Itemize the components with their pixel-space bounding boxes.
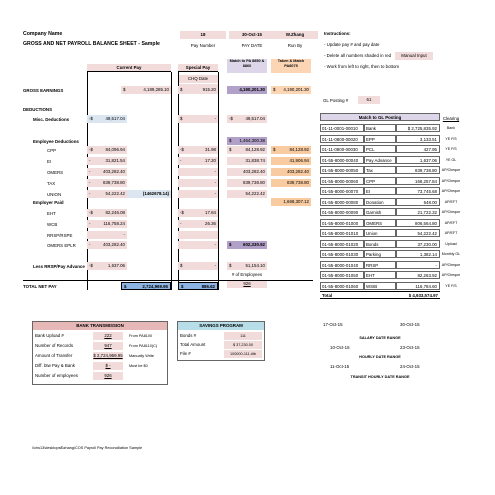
bank-row-label: Diff. btw Pay & Bank xyxy=(35,363,75,368)
employer-paid-special[interactable]: - 26.36 xyxy=(180,221,216,226)
gl-account: 01-55-8000-01030 xyxy=(320,250,364,258)
pay-number-value[interactable]: 18 xyxy=(180,31,226,39)
bank-row-value[interactable]: 926 xyxy=(93,372,123,380)
gl-account-name: PCL xyxy=(364,145,396,153)
gross-earnings-label: GROSS EARNINGS xyxy=(23,88,64,93)
sheet-title: GROSS AND NET PAYROLL BALANCE SHEET - Sample xyxy=(23,41,160,47)
gl-table xyxy=(320,113,460,303)
salary-to: 30-Oct-15 xyxy=(400,322,420,327)
gl-row xyxy=(320,239,462,249)
employer-paid-current[interactable]: -$ 82,246.08 xyxy=(89,210,125,215)
employer-paid-match: $ 602,330.92 xyxy=(229,242,265,247)
gl-account: 01-55-8000-00080 xyxy=(320,198,364,206)
run-by-label: Run By xyxy=(287,43,303,48)
savings-row-value[interactable]: $ 37,230.00 xyxy=(224,341,262,349)
bank-row-value[interactable]: 222 xyxy=(93,332,123,340)
hourly-from: 10-Oct-15 xyxy=(330,345,350,350)
hourly-range-label: HOURLY DATE RANGE xyxy=(359,355,401,359)
run-by-value[interactable]: W.Zhang xyxy=(272,31,318,39)
gl-account: 01-55-8000-01040 xyxy=(320,261,364,269)
gl-account-name: WSIB xyxy=(364,282,396,290)
gl-clearing: YE GL xyxy=(445,157,457,162)
bank-row-label: Number of employees xyxy=(35,373,78,378)
emp-ded-match: $ 84,128.92 xyxy=(229,147,265,152)
gl-clearing: YE F/S xyxy=(445,283,457,288)
footer-path: \\chs13\desktops$\zhang\COS Payroll Pay Reconciliation Sample xyxy=(32,446,143,450)
employer-paid-item-label: EHT xyxy=(47,211,56,216)
emp-ded-special[interactable]: - 17.20 xyxy=(180,158,216,163)
employer-paid-current[interactable]: - 116,758.24 xyxy=(89,221,125,226)
gl-amount: 839,738.80 xyxy=(396,166,440,174)
misc-current[interactable]: -$ 49,517.04 xyxy=(89,116,125,121)
emp-ded-label: TAX xyxy=(47,181,56,186)
gl-amount: - xyxy=(396,261,440,269)
bank-row-value[interactable]: $ 2,724,969.95 xyxy=(93,353,123,358)
gl-row xyxy=(320,218,462,228)
bank-row-note: From PA8110(C) xyxy=(129,344,158,348)
gl-account: 01-55-8000-00060 xyxy=(320,177,364,185)
manual-input-swatch: Manual Input xyxy=(395,52,433,60)
emp-ded-label: CPP xyxy=(47,148,57,153)
less-rrsp-current[interactable]: -$ 1,637.06 xyxy=(89,263,125,268)
gl-total-row: Total $ 4,933,574.97 xyxy=(322,293,438,298)
gl-row xyxy=(320,144,462,154)
gl-amount: 21,722.32 xyxy=(396,208,440,216)
gl-row xyxy=(320,260,462,270)
emp-ded-current[interactable]: - 31,821.54 xyxy=(89,158,125,163)
gl-account: 01-55-8000-01060 xyxy=(320,282,364,290)
less-rrsp-match: $ 51,154.10 xyxy=(229,263,265,268)
gl-account-name: EI xyxy=(364,187,396,195)
bank-transmission-box xyxy=(32,321,168,385)
hourly-to: 23-Oct-15 xyxy=(400,345,420,350)
gross-special[interactable]: $ 915.20 xyxy=(180,87,216,92)
gl-row xyxy=(320,186,462,196)
savings-row-label: Bonds # xyxy=(180,333,197,338)
gl-amount: 54,222.42 xyxy=(396,229,440,237)
col-sep-special-right xyxy=(218,72,219,290)
emp-ded-current[interactable]: - 403,282.40 xyxy=(89,169,125,174)
gl-row xyxy=(320,249,462,259)
gl-amount: 82,263.92 xyxy=(396,271,440,279)
gl-amount: 116,784.60 xyxy=(396,282,440,290)
pay-date-value[interactable]: 30-Oct-15 xyxy=(229,31,275,39)
gl-account-name: Pay Advance xyxy=(364,156,396,164)
emp-ded-match: $ 1,464,300.38 xyxy=(229,138,265,143)
savings-row-label: File # xyxy=(180,351,191,356)
gl-clearing: YE F/S xyxy=(445,136,457,141)
instructions-line2: - Delete all numbers shaded in red xyxy=(324,53,392,58)
emp-ded-taken: 839,738.80 xyxy=(271,179,311,187)
bank-row-label: Number of Records xyxy=(35,343,74,348)
employer-paid-taken: 1,668,307.12 xyxy=(271,198,311,206)
gl-clearing: AP/Cheque xyxy=(441,262,461,267)
less-rrsp-special[interactable]: $ - xyxy=(180,263,216,268)
savings-row-value[interactable]: 111 xyxy=(224,332,262,340)
employer-paid-special[interactable]: -$ 17.84 xyxy=(180,210,216,215)
gl-amount: $ 2,725,835.92 xyxy=(396,124,440,132)
transit-to: 24-Oct-15 xyxy=(400,364,420,369)
gl-row xyxy=(320,228,462,238)
gross-match: 4,190,201.30 xyxy=(227,86,267,94)
transit-from: 11-Oct-15 xyxy=(330,364,350,369)
transit-range-label: TRANSIT HOURLY DATE RANGE xyxy=(350,375,410,379)
gl-account-name: CPP xyxy=(364,177,396,185)
emp-ded-match: 839,738.80 xyxy=(227,179,267,187)
emp-ded-current[interactable]: -$ 84,096.94 xyxy=(89,147,125,152)
gl-amount: 168,257.84 xyxy=(396,177,440,185)
current-pay-header: Current Pay xyxy=(87,64,171,72)
gl-account-name: Bank xyxy=(364,124,396,132)
gl-account-name: Garnish xyxy=(364,208,396,216)
emp-ded-taken: 41,906.94 xyxy=(271,157,311,165)
total-rule xyxy=(23,280,313,281)
gl-account-name: Tax xyxy=(364,166,396,174)
salary-range-label: SALARY DATE RANGE xyxy=(359,336,401,340)
gl-clearing: Monthly GL xyxy=(441,252,461,256)
gl-account: 01-55-8000-01050 xyxy=(320,271,364,279)
gl-account: 01-11-0800-00020 xyxy=(320,135,364,143)
bank-row-label: Bank Upload # xyxy=(35,333,64,338)
deductions-label: DEDUCTIONS xyxy=(23,107,53,112)
chq-date-label: CHQ Date xyxy=(178,75,218,83)
gl-row xyxy=(320,134,462,144)
bank-row-note: Manually Write xyxy=(129,354,155,358)
num-employees-value[interactable]: 926 xyxy=(227,280,267,288)
salary-from: 17-Oct-15 xyxy=(323,322,343,327)
employee-deductions-label: Employee Deductions xyxy=(33,139,79,144)
gl-clearing: AP/EFT xyxy=(444,220,458,225)
gl-clearing: YE F/S xyxy=(445,147,457,151)
gl-account-name: Bonds xyxy=(364,240,396,248)
employer-paid-special[interactable] xyxy=(178,231,218,239)
less-rrsp-label: Less RRSP/Pay Advance xyxy=(33,264,85,269)
gl-clearing: AP/Cheque xyxy=(441,273,461,277)
emp-ded-extra: (1462678.14) xyxy=(127,190,171,198)
total-special: $ 886.62 xyxy=(178,282,218,290)
emp-ded-current[interactable]: - 54,222.42 xyxy=(89,191,125,196)
savings-box xyxy=(177,321,265,361)
gl-clearing-header: Clearing xyxy=(442,116,460,121)
total-current: $ 2,724,969.95 xyxy=(121,282,171,290)
gl-amount: 806,564.80 xyxy=(396,219,440,227)
gl-account-name: EPP xyxy=(364,135,396,143)
savings-row-value[interactable]: 100000-111.#tb xyxy=(224,350,262,358)
gl-row xyxy=(320,197,462,207)
gl-account-name: Parking xyxy=(364,250,396,258)
emp-ded-special[interactable]: - xyxy=(178,179,218,187)
gl-row xyxy=(320,207,462,217)
emp-ded-special[interactable]: -$ 31.98 xyxy=(180,147,216,152)
gl-account-name: EHT xyxy=(364,271,396,279)
gl-amount: 73,745.68 xyxy=(396,187,440,195)
emp-ded-special[interactable]: - xyxy=(178,168,218,176)
employer-paid-item-label: WCB xyxy=(47,222,58,227)
gl-amount: 3,133.51 xyxy=(396,135,440,143)
num-employees-label: # of Employees xyxy=(231,272,263,277)
gl-account: 01-11-0800-00030 xyxy=(320,145,364,153)
gl-account-name: Donation xyxy=(364,198,396,206)
gl-clearing: AP/Cheque xyxy=(441,168,461,172)
employer-paid-item-label: OMERS EPLR xyxy=(47,243,76,248)
total-net-pay-label: TOTAL NET PAY xyxy=(23,284,57,289)
savings-title: SAVINGS PROGRAM xyxy=(178,322,264,330)
gl-row xyxy=(320,281,462,291)
gl-amount: 1,382.14 xyxy=(396,250,440,258)
bank-row-label: Amount of Transfer xyxy=(35,353,73,358)
emp-ded-match: 403,282.40 xyxy=(227,168,267,176)
gl-row xyxy=(320,165,462,175)
gl-account: 01-55-8000-00090 xyxy=(320,208,364,216)
gl-account: 01-55-8000-00050 xyxy=(320,166,364,174)
instructions-line1: - Update pay # and pay date xyxy=(324,42,380,47)
gl-account-name: Union xyxy=(364,229,396,237)
gl-posting-value[interactable]: 61 xyxy=(358,96,380,104)
gl-row xyxy=(320,270,462,280)
gl-amount: 648.00 xyxy=(396,198,440,206)
instructions-line3: - Work from left to right, then to bottom xyxy=(324,64,400,69)
gl-clearing: AP/Cheque xyxy=(441,189,461,193)
gl-account: 01-55-8000-01000 xyxy=(320,219,364,227)
gl-clearing: AP/Cheque xyxy=(441,210,461,214)
gl-account-name: RRSP xyxy=(364,261,396,269)
gl-amount: 1,637.06 xyxy=(396,156,440,164)
pay-date-label: PAY DATE xyxy=(241,43,263,48)
gl-amount: 427.95 xyxy=(396,145,440,153)
gl-clearing: Upload xyxy=(445,241,457,246)
gl-clearing: AP/EFT xyxy=(444,231,458,235)
employer-paid-current[interactable]: - xyxy=(87,231,127,239)
gl-account: 01-55-8000-01020 xyxy=(320,240,364,248)
emp-ded-match: 31,838.74 xyxy=(227,157,267,165)
emp-ded-special[interactable]: - xyxy=(178,190,218,198)
gl-account-name: OMERS xyxy=(364,219,396,227)
pay-number-label: Pay Number xyxy=(190,43,216,48)
gl-row xyxy=(320,155,462,165)
gl-clearing: Bank xyxy=(446,126,456,130)
emp-ded-label: OMERS xyxy=(47,170,64,175)
misc-special[interactable]: $ - xyxy=(180,116,216,121)
gl-account: 01-55-8000-01010 xyxy=(320,229,364,237)
instructions-title: Instructions: xyxy=(324,31,351,36)
gl-account: 01-55-8000-00040 xyxy=(320,156,364,164)
gl-clearing: AP/Cheque xyxy=(441,178,461,183)
emp-ded-taken: $ 84,128.92 xyxy=(273,147,309,152)
bank-row-value[interactable]: 947 xyxy=(93,342,123,350)
gl-row xyxy=(320,123,462,133)
gl-clearing: AP/EFT xyxy=(444,199,458,204)
match-pa-header: Match to PA 8850 & 8860 xyxy=(227,59,267,73)
gl-account: 01-11-0001-00010 xyxy=(320,124,364,132)
savings-row-label: Total Amount xyxy=(180,342,206,347)
misc-match: -$ 49,517.04 xyxy=(229,116,265,121)
gl-posting-label: GL Posting # xyxy=(323,98,349,103)
bank-transmission-title: BANK TRANSMISSION xyxy=(33,322,167,330)
bank-row-value[interactable]: $ - xyxy=(93,362,123,370)
gl-row xyxy=(320,176,462,186)
employer-paid-label: Employer Paid xyxy=(33,200,64,205)
gl-account: 01-55-8000-00070 xyxy=(320,187,364,195)
company-name: Company Name xyxy=(23,31,63,37)
col-sep-current-right xyxy=(171,72,172,290)
special-pay-header: Special Pay xyxy=(178,64,218,72)
employer-paid-current[interactable]: - 403,282.40 xyxy=(89,242,125,247)
misc-deductions-label: Misc. Deductions xyxy=(33,117,70,122)
gross-current[interactable]: $ 4,189,285.10 xyxy=(123,87,169,92)
emp-ded-label: EI xyxy=(47,159,52,164)
bank-row-note: Must be $0 xyxy=(129,364,148,368)
emp-ded-label: UNION xyxy=(47,192,62,197)
emp-ded-current[interactable]: - 839,738.80 xyxy=(89,180,125,185)
gl-table-title: Match to GL Posting xyxy=(320,113,440,121)
emp-ded-match: 54,222.42 xyxy=(227,190,267,198)
employer-paid-item-label: RRSP/RSPE xyxy=(47,233,73,238)
employer-paid-special[interactable]: - xyxy=(178,241,218,249)
gross-taken: $ 4,190,201.30 xyxy=(273,87,309,92)
bank-row-note: From PA8100 xyxy=(129,334,153,338)
emp-ded-taken: 403,282.40 xyxy=(271,168,311,176)
gl-amount: 37,230.00 xyxy=(396,240,440,248)
taken-match-header: Taken & Match PA8075 xyxy=(271,59,311,73)
